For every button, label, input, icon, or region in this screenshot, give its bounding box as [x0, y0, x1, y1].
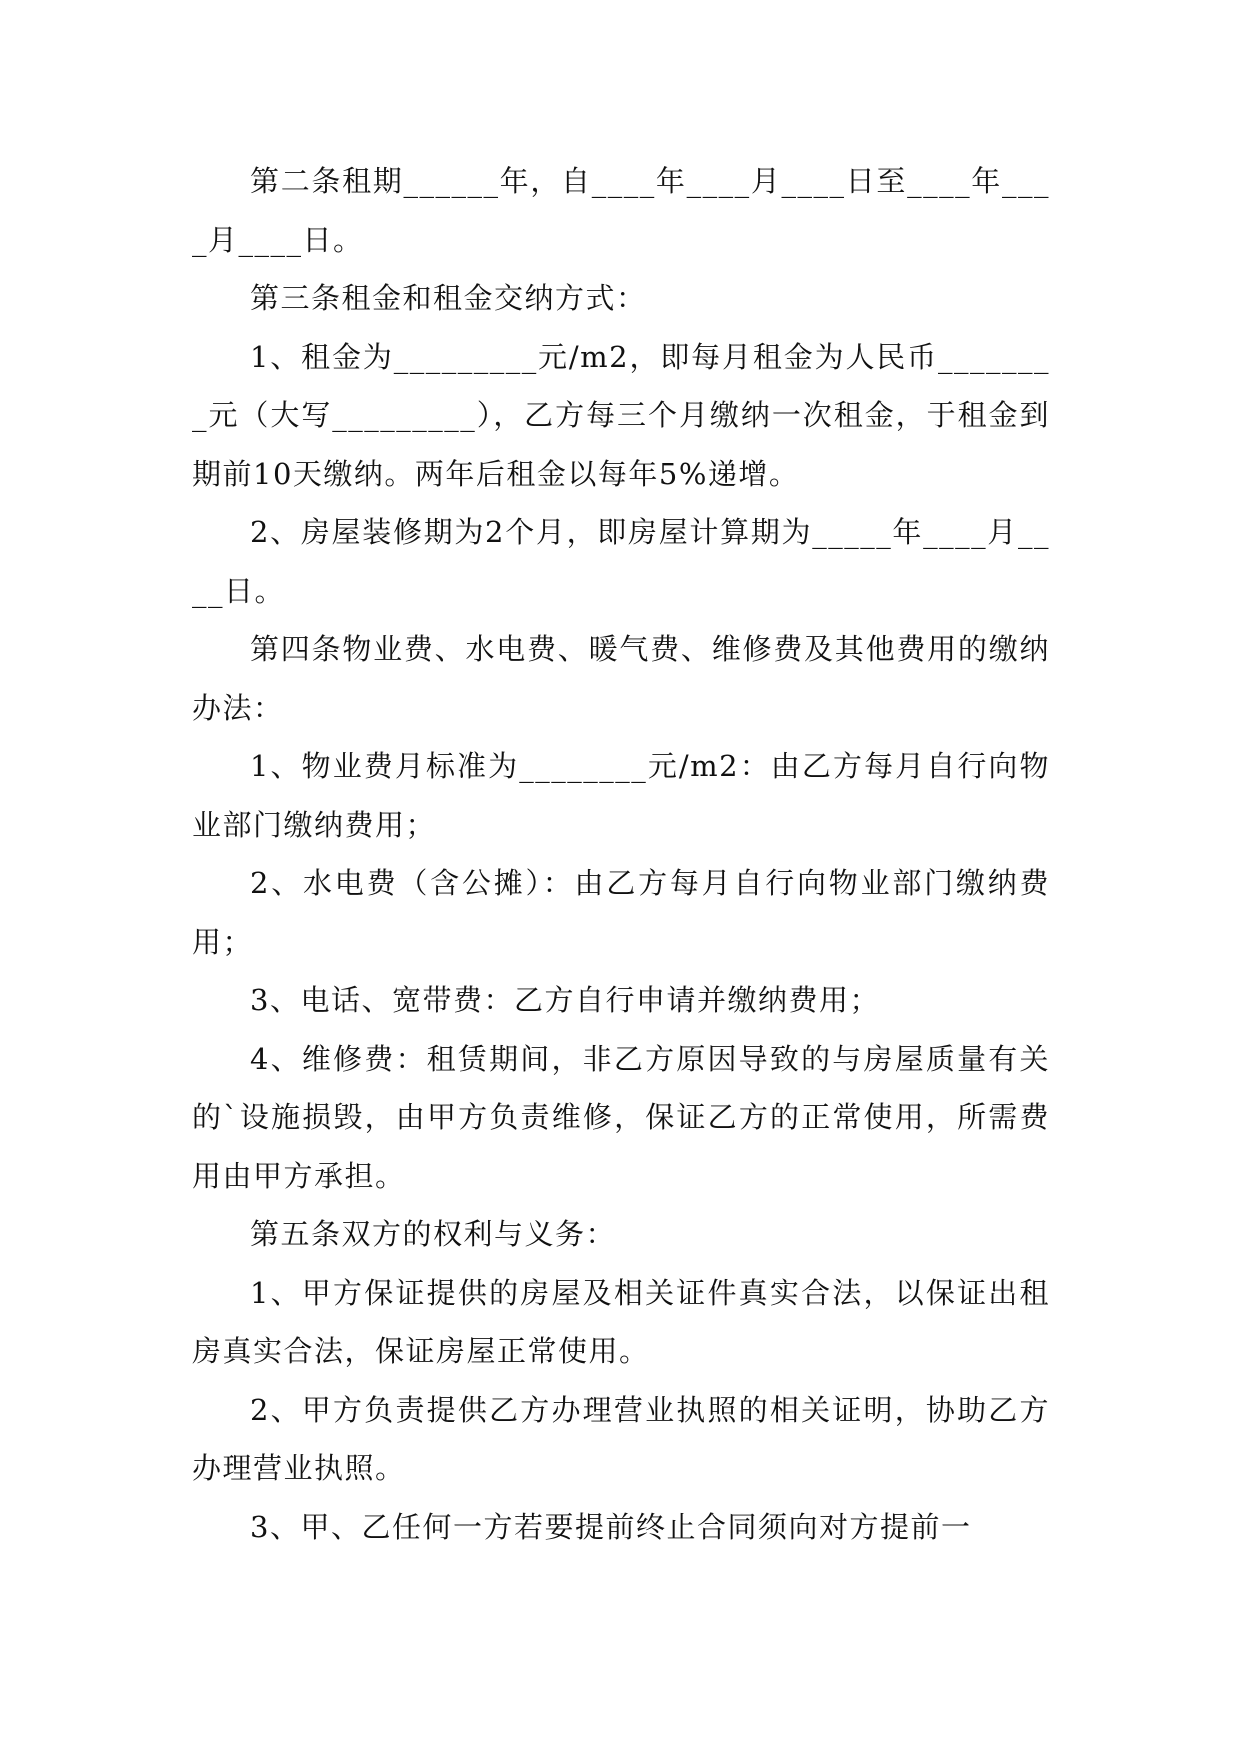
paragraph-renovation-period: 2、房屋装修期为2个月，即房屋计算期为_____年____月____日。 — [192, 515, 1050, 608]
paragraph-lease-term: 第二条租期______年，自____年____月____日至____年____月____日。 — [192, 164, 1050, 257]
paragraph-rights-heading: 第五条双方的权利与义务： — [250, 1217, 617, 1251]
paragraph-maintenance-fee: 4、维修费：租赁期间，非乙方原因导致的与房屋质量有关的`设施损毁，由甲方负责维修，保证乙方的正常使用，所需费用由甲方承担。 — [192, 1041, 1050, 1193]
document-body — [192, 152, 1050, 1556]
paragraph-phone-broadband-fee: 3、电话、宽带费：乙方自行申请并缴纳费用； — [250, 983, 880, 1017]
paragraph-party-a-guarantee: 1、甲方保证提供的房屋及相关证件真实合法，以保证出租房真实合法，保证房屋正常使用。 — [192, 1275, 1050, 1368]
paragraph-business-license: 2、甲方负责提供乙方办理营业执照的相关证明，协助乙方办理营业执照。 — [192, 1392, 1050, 1485]
paragraph-utilities-fee: 2、水电费（含公摊）：由乙方每月自行向物业部门缴纳费用； — [192, 866, 1050, 959]
paragraph-rent-heading: 第三条租金和租金交纳方式： — [250, 281, 647, 315]
paragraph-early-termination: 3、甲、乙任何一方若要提前终止合同须向对方提前一 — [250, 1509, 972, 1544]
paragraph-rent-amount: 1、租金为_________元/m2，即每月租金为人民币________元（大写_________），乙方每三个月缴纳一次租金，于租金到期前10天缴纳。两年后租金以每年5%递增。 — [192, 339, 1050, 491]
paragraph-fees-heading: 第四条物业费、水电费、暖气费、维修费及其他费用的缴纳办法： — [192, 632, 1050, 725]
paragraph-property-fee: 1、物业费月标准为________元/m2：由乙方每月自行向物业部门缴纳费用； — [192, 749, 1050, 842]
